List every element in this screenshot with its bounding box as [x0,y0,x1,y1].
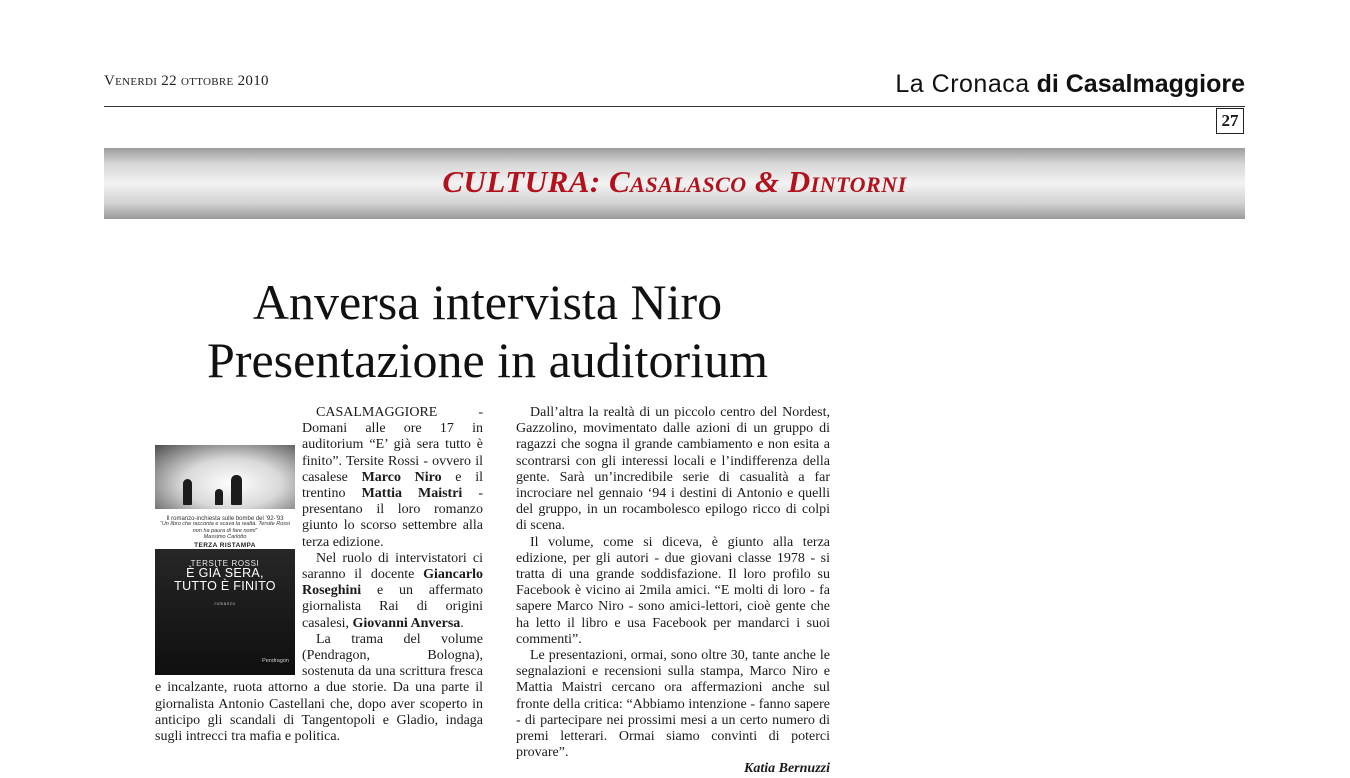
cover-title [155,567,295,593]
article-column-2 [516,405,830,778]
masthead-light: La Cronaca [895,70,1030,98]
page-number: 27 [1216,108,1244,134]
silhouette-figure [183,479,192,505]
silhouette-figure [231,475,242,505]
cover-publisher: Pendragon [262,657,289,664]
header-rule [104,106,1245,107]
section-banner [104,148,1245,219]
paragraph: CASALMAGGIORE - Domani alle ore 17 in auditorium “E’ già sera tutto è finito”. Tersite Rossi - ovvero il casalese Marco Niro e il trentino Mattia Maistri - presentano il loro romanzo giunto lo scorso settembre alla terza edizione. [302,405,484,550]
cover-edition: TERZA RISTAMPA [194,542,256,549]
cover-photo [155,445,295,509]
book-cover-image [155,445,295,679]
cover-genre: romanzo [214,601,236,606]
headline-line-1: Anversa intervista Niro [252,274,723,330]
author-signature: Katia Bernuzzi [744,761,830,777]
headline-line-2: Presentazione in auditorium [207,332,768,388]
masthead [895,70,1245,99]
article-column-1 [155,405,483,745]
person-name: Marco Niro [361,469,442,485]
paragraph: Dall’altra la realtà di un piccolo centro del Nordest, Gazzolino, movimentato dalle azioni di un gruppo di ragazzi che sogna il grande cambiamento e non esita a scontrarsi con gli interessi locali e l’indifferenza della gente. Sarà un’incredibile serie di casualità a far incrociare nel gennaio ‘94 i destini di Antonio e quelli del gruppo, in un rocambolesco epilogo ricco di colpi di scena. [516,405,830,534]
dateline: Venerdi 22 ottobre 2010 [104,73,269,89]
paragraph: Le presentazioni, ormai, sono oltre 30, tante anche le segnalazioni e recensioni sulla stampa, Marco Niro e Mattia Maistri cercano ora affermazioni anche sul fronte della critica: “Abbiamo intenzione - fanno sapere - di partecipare nei prossimi mesi a un certo numero di premi letterari. Ormai siamo convinti di poterci provare”. [516,648,830,761]
cover-author: TERSITE ROSSI [190,559,260,568]
masthead-bold: di Casalmaggiore [1036,70,1245,98]
cover-title-line-1: È GIÀ SERA, [186,566,264,580]
silhouette-figure [215,489,223,505]
person-name: Giancarlo Roseghini [302,567,483,599]
paragraph: Nel ruolo di intervistatori ci saranno il docente Giancarlo Roseghini e un affermato giornalista Rai di origini casalesi, Giovanni Anversa. [302,550,483,631]
cover-title-block [155,549,295,675]
person-name: Giovanni Anversa [352,615,461,631]
paragraph: La trama del volume (Pendragon, Bologna), sostenuta da una scrittura fresca e incalzante, ruota attorno a due storie. Da una parte il giornalista Antonio Castellani che, dopo aver scoperto in anticipo gli scandali di Tangentopoli e Gladio, indaga sugli intrecci tra mafia e politica. [155,631,483,745]
cover-quote: “Un libro che racconta e scava la realtà. Tersite Rossi non ha paura di fare nomi” [159,521,291,534]
person-name: Mattia Maistri [361,486,463,502]
paragraph: Il volume, come si diceva, è giunto alla terza edizione, per gli autori - due giovani classe 1978 - si tratta di una grande soddisfazione. Il loro profilo su Facebook è vicino ai 2mila amici. “E molti di loro - fa sapere Marco Niro - sono amici-lettori, cioè gente che ha letto il libro e usa Facebook per mandarci i suoi commenti”. [516,534,830,647]
section-title: CULTURA: Casalasco & Dintorni [442,164,907,199]
cover-caption-1: Il romanzo-inchiesta sulle bombe del ’92-’93 [166,516,284,522]
cover-quote-author: Massimo Carlotto [203,534,247,540]
cover-title-line-2: TUTTO È FINITO [174,579,276,593]
